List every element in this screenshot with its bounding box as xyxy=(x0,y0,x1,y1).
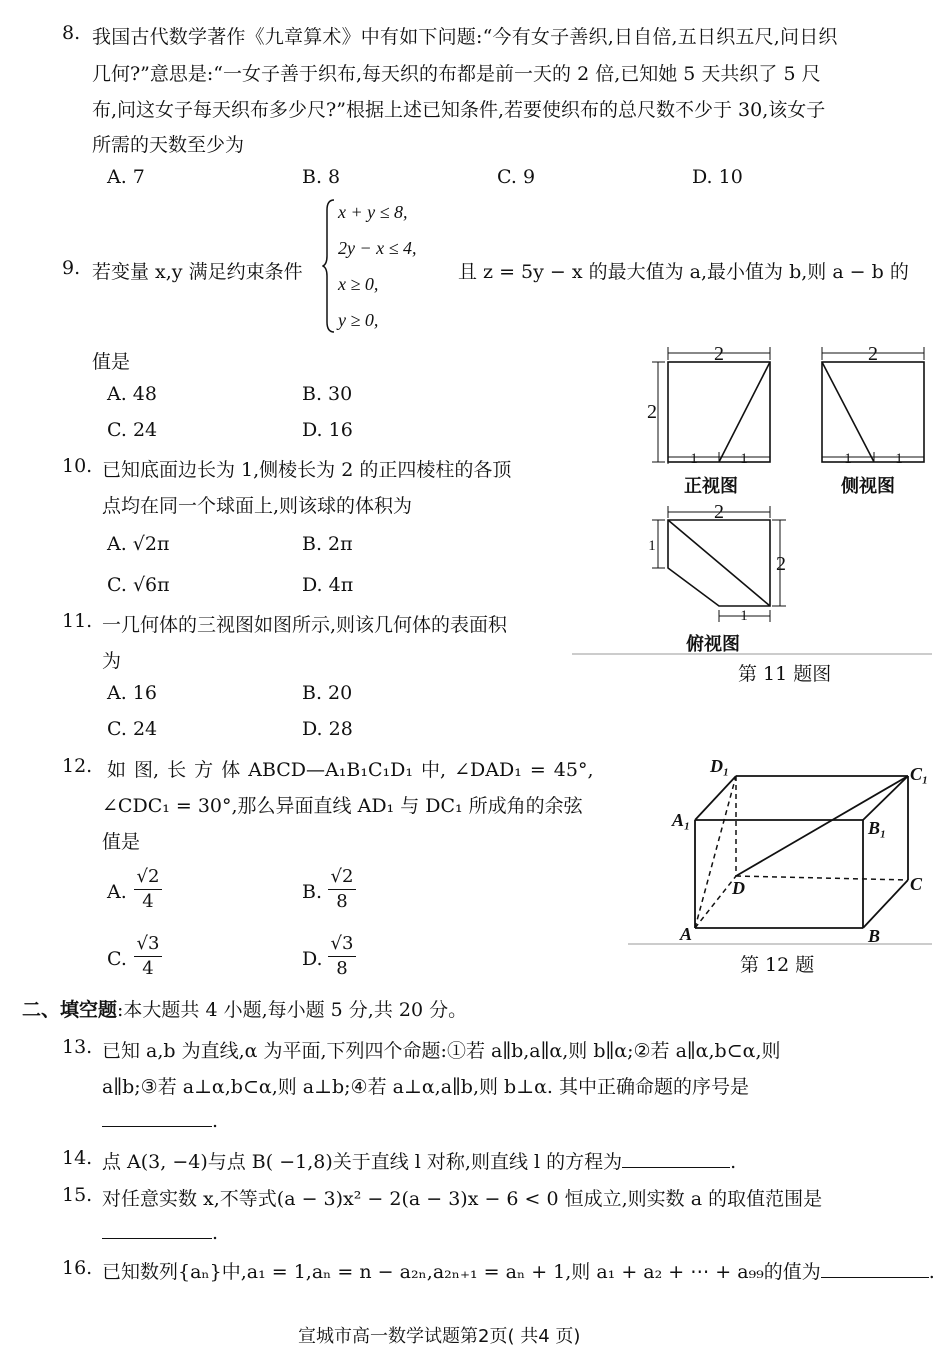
option-a: A. √2π xyxy=(107,533,170,555)
question-number: 10. xyxy=(62,455,93,477)
numerator: √3 xyxy=(330,933,354,954)
option-d: D. 16 xyxy=(302,419,353,441)
answer-blank[interactable] xyxy=(102,1108,212,1127)
left-brace xyxy=(322,198,336,334)
question-text-line: 已知底面边长为 1,侧棱长为 2 的正四棱柱的各顶 xyxy=(102,459,512,481)
option-d: D. 4π xyxy=(302,574,354,596)
option-c: C. √6π xyxy=(107,574,170,596)
dim-label: 2 xyxy=(647,401,657,423)
question-text-line: 布,问这女子每天织布多少尺?”根据上述已知条件,若要使织布的总尺数不少于 30,该女子 xyxy=(92,99,826,121)
denominator: 4 xyxy=(142,958,154,979)
dim-label: 2 xyxy=(776,553,786,575)
option-b: B. 30 xyxy=(302,383,353,405)
option-a: A. 16 xyxy=(107,682,157,704)
denominator: 8 xyxy=(336,958,348,979)
option-b-fraction xyxy=(328,866,356,913)
numerator: √2 xyxy=(330,866,354,887)
three-view-drawing xyxy=(572,340,932,660)
answer-blank[interactable] xyxy=(622,1149,730,1168)
constraint-line: 2y − x ≤ 4, xyxy=(338,238,417,258)
constraint-line: y ≥ 0, xyxy=(338,310,379,330)
option-c-fraction xyxy=(134,933,162,980)
option-c: C. 24 xyxy=(107,718,158,740)
question-text-line: 一几何体的三视图如图所示,则该几何体的表面积 xyxy=(102,614,508,636)
front-view-diagonal xyxy=(719,362,770,462)
vertex-label-b: B xyxy=(868,926,881,946)
dim-label: 1 xyxy=(895,451,903,467)
question-number: 12. xyxy=(62,755,93,777)
option-c-letter: C. xyxy=(107,948,127,970)
top-view-label: 俯视图 xyxy=(686,634,740,655)
question-text-line: 我国古代数学著作《九章算术》中有如下问题:“今有女子善织,日自倍,五日织五尺,问日织 xyxy=(92,26,838,48)
denominator: 4 xyxy=(142,891,154,912)
vertex-label-b1: B₁ xyxy=(868,818,887,838)
question-text-cont: 值是 xyxy=(92,351,131,373)
question-text-line: 点均在同一个球面上,则该球的体积为 xyxy=(102,495,413,517)
option-a-letter: A. xyxy=(107,881,127,903)
question-text-line: 为 xyxy=(102,650,122,672)
option-d: D. 28 xyxy=(302,718,353,740)
vertex-label-a: A xyxy=(680,924,693,944)
question-text-line: 值是 xyxy=(102,831,141,853)
page-footer: 宣城市高一数学试题第2页( 共4 页) xyxy=(298,1326,581,1347)
question-text-line: 如 图, 长 方 体 ABCD—A₁B₁C₁D₁ 中, ∠DAD₁ = 45°, xyxy=(107,759,594,781)
constraint-line: x + y ≤ 8, xyxy=(338,202,408,222)
dim-label: 1 xyxy=(648,538,656,554)
question-text-line: ∠CDC₁ = 30°,那么异面直线 AD₁ 与 DC₁ 所成角的余弦 xyxy=(102,795,583,817)
vertex-label-d: D xyxy=(732,878,745,898)
option-a: A. 48 xyxy=(107,383,157,405)
vertex-label-c1: C₁ xyxy=(910,764,929,784)
vertex-label-a1: A₁ xyxy=(672,810,691,830)
dim-label: 1 xyxy=(740,608,748,624)
question-text-line: 已知数列{aₙ}中,a₁ = 1,aₙ = n − a₂ₙ,a₂ₙ₊₁ = aₙ + 1,则 a₁ + a₂ + ⋯ + a₉₉的值为 . xyxy=(102,1261,935,1283)
option-a-fraction xyxy=(134,866,162,913)
front-view-label: 正视图 xyxy=(684,476,738,497)
dim-label: 1 xyxy=(690,451,698,467)
side-view-diagonal xyxy=(822,362,874,462)
constraint-line: x ≥ 0, xyxy=(338,274,379,294)
dim-label: 2 xyxy=(714,343,724,365)
top-view-diagonal xyxy=(668,520,770,606)
dim-label: 2 xyxy=(714,501,724,523)
answer-blank[interactable] xyxy=(821,1259,929,1278)
numerator: √3 xyxy=(136,933,160,954)
answer-line: . xyxy=(102,1220,218,1244)
option-b-letter: B. xyxy=(302,881,323,903)
question-text-suffix: 且 z = 5y − x 的最大值为 a,最小值为 b,则 a − b 的 xyxy=(458,261,909,283)
side-view-label: 侧视图 xyxy=(841,476,895,497)
question-number: 15. xyxy=(62,1184,93,1206)
question-number: 14. xyxy=(62,1147,93,1169)
vertex-label-c: C xyxy=(910,874,923,894)
figure-caption: 第 12 题 xyxy=(740,954,815,976)
cuboid-drawing xyxy=(628,748,932,948)
question-text-line: 点 A(3, −4)与点 B( −1,8)关于直线 l 对称,则直线 l 的方程为 . xyxy=(102,1151,737,1173)
option-a: A. 7 xyxy=(107,166,145,188)
option-d-fraction xyxy=(328,933,356,980)
question-number: 8. xyxy=(62,22,81,44)
question-text-line: 对任意实数 x,不等式(a − 3)x² − 2(a − 3)x − 6 < 0 恒成立,则实数 a 的取值范围是 xyxy=(102,1188,823,1210)
numerator: √2 xyxy=(136,866,160,887)
dim-label: 2 xyxy=(868,343,878,365)
option-b: B. 8 xyxy=(302,166,341,188)
side-view-rect xyxy=(822,362,924,462)
section-description: :本大题共 4 小题,每小题 5 分,共 20 分。 xyxy=(117,999,468,1021)
denominator: 8 xyxy=(336,891,348,912)
vertex-label-d1: D₁ xyxy=(710,756,730,776)
question-number: 11. xyxy=(62,610,93,632)
question-text-line: a∥b;③若 a⊥α,b⊂α,则 a⊥b;④若 a⊥α,a∥b,则 b⊥α. 其中正确命题的序号是 xyxy=(102,1076,749,1098)
question-text-line: 所需的天数至少为 xyxy=(92,134,245,156)
question-text-line: 已知 a,b 为直线,α 为平面,下列四个命题:①若 a∥b,a∥α,则 b∥α;②若 a∥α,b⊂α,则 xyxy=(102,1040,781,1062)
question-number: 16. xyxy=(62,1257,93,1279)
front-view-rect xyxy=(668,362,770,462)
question-text-line: 几何?”意思是:“一女子善于织布,每天织的布都是前一天的 2 倍,已知她 5 天共织了 5 尺 xyxy=(92,63,821,85)
option-d: D. 10 xyxy=(692,166,743,188)
option-b: B. 20 xyxy=(302,682,353,704)
question-text-prefix: 若变量 x,y 满足约束条件 xyxy=(92,261,303,283)
question-number: 9. xyxy=(62,257,81,279)
answer-blank[interactable] xyxy=(102,1220,212,1239)
option-c: C. 9 xyxy=(497,166,536,188)
dim-label: 1 xyxy=(740,451,748,467)
section-title: 二、填空题 xyxy=(22,999,118,1021)
answer-line: . xyxy=(102,1108,218,1132)
figure-caption: 第 11 题图 xyxy=(738,663,832,685)
question-number: 13. xyxy=(62,1036,93,1058)
option-b: B. 2π xyxy=(302,533,353,555)
dim-label: 1 xyxy=(844,451,852,467)
option-c: C. 24 xyxy=(107,419,158,441)
option-d-letter: D. xyxy=(302,948,323,970)
